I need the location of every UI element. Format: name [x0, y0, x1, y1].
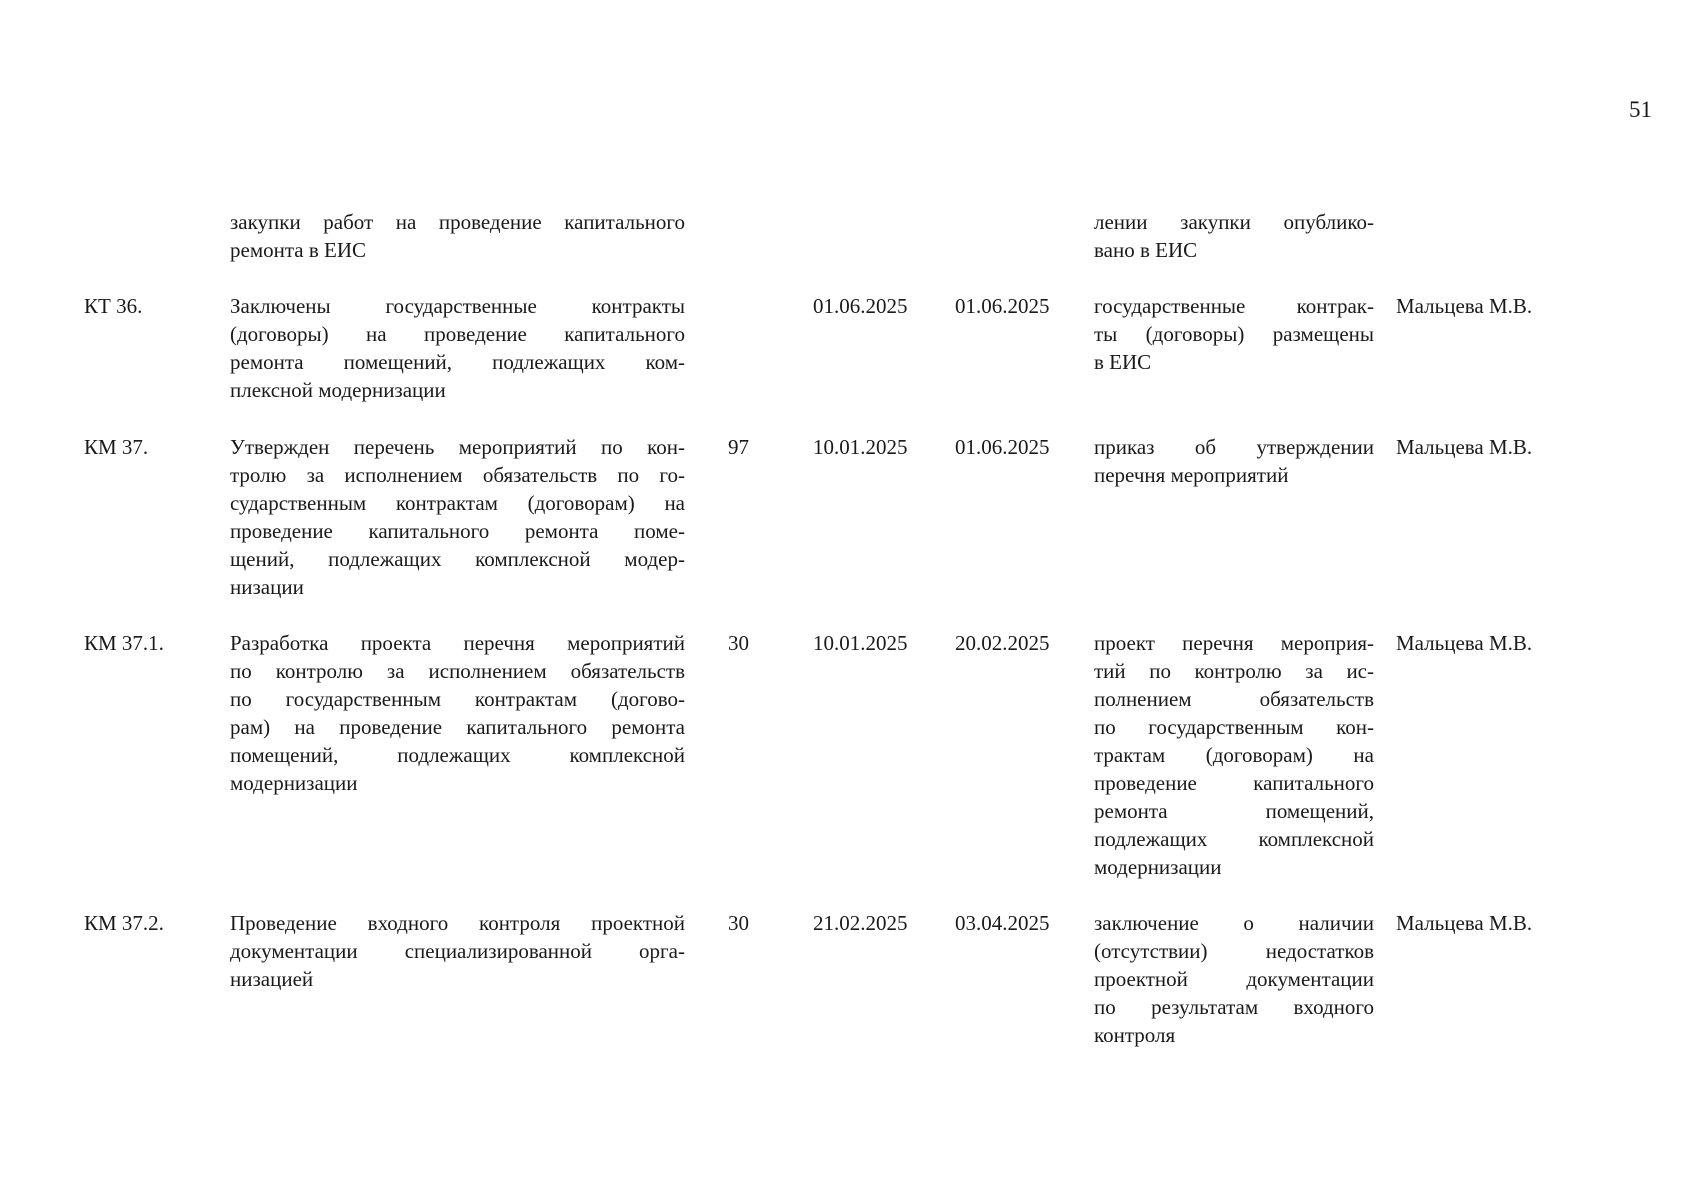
result-line: проект перечня мероприя- [1094, 631, 1374, 655]
description-line: документации специализированной орга- [230, 939, 685, 963]
description-line: по контролю за исполнением обязательств [230, 659, 685, 683]
row-end-date: 20.02.2025 [955, 631, 1050, 655]
description-line: (договоры) на проведение капитального [230, 322, 685, 346]
description-line: помещений, подлежащих комплексной [230, 743, 685, 767]
result-line: (отсутствии) недостатков [1094, 939, 1374, 963]
result-line: проведение капитального [1094, 771, 1374, 795]
result-line: тий по контролю за ис- [1094, 659, 1374, 683]
description-line: Разработка проекта перечня мероприятий [230, 631, 685, 655]
row-description [230, 433, 685, 601]
result-line: трактам (договорам) на [1094, 743, 1374, 767]
description-line: модернизации [230, 771, 358, 795]
description-line: проведение капитального ремонта поме- [230, 519, 685, 543]
row-responsible: Мальцева М.В. [1396, 631, 1533, 655]
result-line: приказ об утверждении [1094, 435, 1374, 459]
row-description [230, 208, 685, 264]
result-line: заключение о наличии [1094, 911, 1374, 935]
result-line: перечня мероприятий [1094, 463, 1289, 487]
page-number: 51 [1629, 97, 1652, 122]
result-line: ремонта помещений, [1094, 799, 1374, 823]
row-days: 30 [728, 911, 749, 935]
description-line: Утвержден перечень мероприятий по кон- [230, 435, 685, 459]
row-description [230, 629, 685, 797]
row-end-date: 01.06.2025 [955, 294, 1050, 318]
result-line: в ЕИС [1094, 350, 1152, 374]
result-line: ты (договоры) размещены [1094, 322, 1374, 346]
row-start-date: 10.01.2025 [813, 435, 908, 459]
description-line: низации [230, 575, 304, 599]
result-line: по государственным кон- [1094, 715, 1374, 739]
row-code: КМ 37. [84, 435, 149, 459]
row-description [230, 292, 685, 404]
row-responsible: Мальцева М.В. [1396, 435, 1533, 459]
description-line: сударственным контрактам (договорам) на [230, 491, 685, 515]
description-line: по государственным контрактам (догово- [230, 687, 685, 711]
description-line: Проведение входного контроля проектной [230, 911, 685, 935]
row-result [1094, 433, 1374, 489]
result-line: лении закупки опублико- [1094, 210, 1374, 234]
row-days: 97 [728, 435, 749, 459]
description-line: плексной модернизации [230, 378, 446, 402]
row-responsible: Мальцева М.В. [1396, 294, 1533, 318]
description-line: низацией [230, 967, 314, 991]
result-line: проектной документации [1094, 967, 1374, 991]
description-line: рам) на проведение капитального ремонта [230, 715, 685, 739]
row-code: КМ 37.1. [84, 631, 164, 655]
row-result [1094, 208, 1374, 264]
row-code: КТ 36. [84, 294, 143, 318]
result-line: по результатам входного [1094, 995, 1374, 1019]
description-line: тролю за исполнением обязательств по го- [230, 463, 685, 487]
description-line: закупки работ на проведение капитального [230, 210, 685, 234]
row-start-date: 01.06.2025 [813, 294, 908, 318]
row-end-date: 03.04.2025 [955, 911, 1050, 935]
result-line: модернизации [1094, 855, 1222, 879]
result-line: полнением обязательств [1094, 687, 1374, 711]
row-responsible: Мальцева М.В. [1396, 911, 1533, 935]
row-days: 30 [728, 631, 749, 655]
row-end-date: 01.06.2025 [955, 435, 1050, 459]
description-line: щений, подлежащих комплексной модер- [230, 547, 685, 571]
result-line: контроля [1094, 1023, 1176, 1047]
row-start-date: 21.02.2025 [813, 911, 908, 935]
result-line: государственные контрак- [1094, 294, 1374, 318]
description-line: Заключены государственные контракты [230, 294, 685, 318]
row-code: КМ 37.2. [84, 911, 164, 935]
description-line: ремонта в ЕИС [230, 238, 367, 262]
row-result [1094, 292, 1374, 376]
result-line: вано в ЕИС [1094, 238, 1198, 262]
row-start-date: 10.01.2025 [813, 631, 908, 655]
description-line: ремонта помещений, подлежащих ком- [230, 350, 685, 374]
row-result [1094, 629, 1374, 881]
row-result [1094, 909, 1374, 1049]
result-line: подлежащих комплексной [1094, 827, 1374, 851]
row-description [230, 909, 685, 993]
